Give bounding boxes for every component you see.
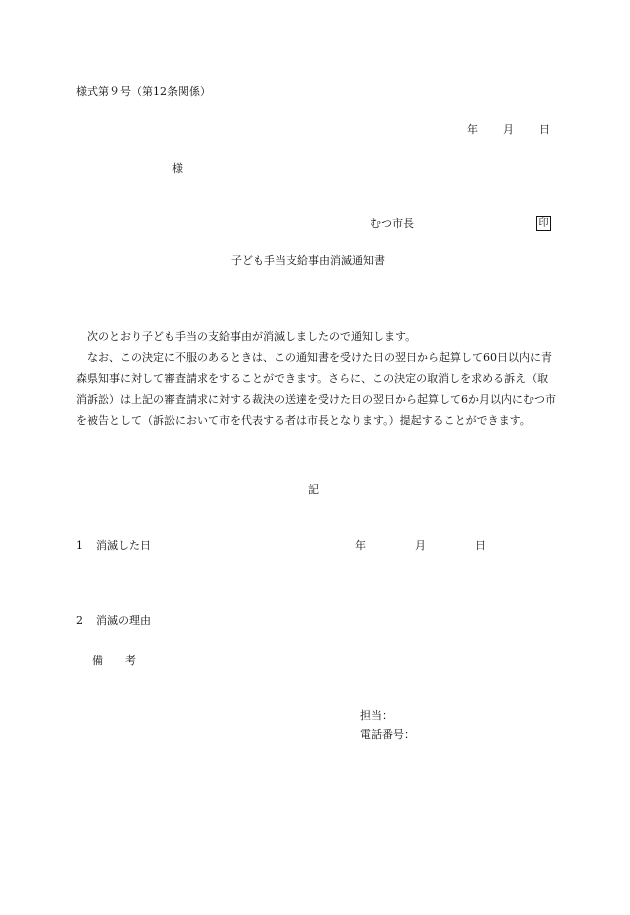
seal-mark: 印 [536,216,551,231]
date-year: 年 [467,123,478,136]
item-month: 月 [415,539,426,552]
addressee-suffix: 様 [172,162,183,175]
item-label: 消滅した日 [96,539,151,552]
remarks-label: 備 考 [92,654,136,667]
date-month: 月 [503,123,514,136]
ki-label: 記 [308,483,319,496]
item-label: 消滅の理由 [96,614,151,627]
date-day: 日 [539,123,550,136]
form-number: 様式第９号（第12条関係） [76,85,211,98]
document-title: 子ども手当支給事由消滅通知書 [231,254,385,267]
item-number: 1 [76,539,83,552]
item-day: 日 [475,539,486,552]
item-number: 2 [76,614,83,627]
body-paragraph: 次のとおり子ども手当の支給事由が消滅しましたので通知します。 [87,330,417,343]
body-text [76,326,556,431]
issuer-title: むつ市長 [370,217,414,230]
contact-phone-label: 電話番号： [360,728,415,741]
item-year: 年 [355,539,366,552]
body-paragraph: なお、この決定に不服のあるときは、この通知書を受けた日の翌日から起算して60日以内に青森県知事に対して審査請求をすることができます。さらに、この決定の取消しを求める訴え（取消訴訟）は上記の審査請求に対する裁決の送達を受けた日の翌日から起算して6か月以内にむつ市を被告として（訴訟において市を代表する者は市長となります。）提起することができます。 [76,351,556,427]
contact-person-label: 担当： [360,709,393,722]
